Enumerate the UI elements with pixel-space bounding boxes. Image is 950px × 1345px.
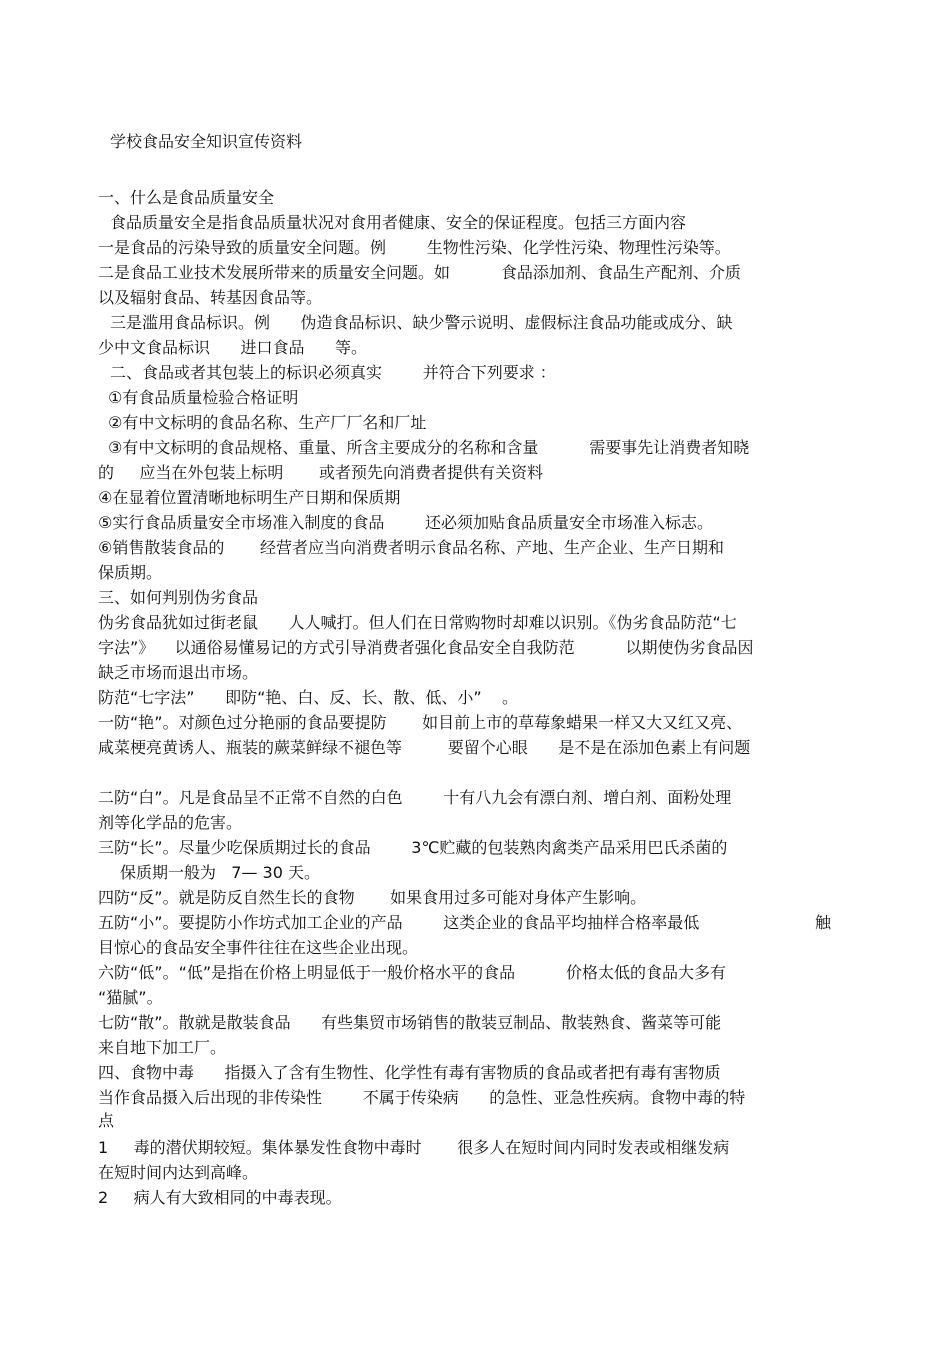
- paragraph-line: 三是滥用食品标识。例 伪造食品标识、缺少警示说明、虚假标注食品功能或成分、缺: [110, 313, 733, 332]
- paragraph-line: “猫腻”。: [98, 988, 163, 1007]
- paragraph-line: 三防“长”。尽量少吃保质期过长的食品 3℃贮藏的包装熟肉禽类产品采用巴氏杀菌的: [98, 838, 728, 857]
- paragraph-line: 字法”》 以通俗易懂易记的方式引导消费者强化食品安全自我防范 以期使伪劣食品因: [98, 638, 754, 657]
- list-item: ②有中文标明的食品名称、生产厂厂名和厂址: [108, 413, 427, 432]
- paragraph-line: 食品质量安全是指食品质量状况对食用者健康、安全的保证程度。包括三方面内容: [110, 213, 687, 232]
- list-item: 2 病人有大致相同的中毒表现。: [98, 1188, 342, 1207]
- paragraph-line: 剂等化学品的危害。: [98, 813, 243, 832]
- paragraph-line: 伪劣食品犹如过街老鼠 人人喊打。但人们在日常购物时却难以识别。《伪劣食品防范“七: [98, 613, 737, 632]
- paragraph-line: 四防“反”。就是防反自然生长的食物 如果食用过多可能对身体产生影响。: [98, 888, 647, 907]
- paragraph-line: 保质期。: [98, 563, 163, 582]
- paragraph-line: 点: [98, 1111, 115, 1130]
- section-heading-3: 三、如何判别伪劣食品: [98, 588, 259, 607]
- list-item: ①有食品质量检验合格证明: [108, 388, 299, 407]
- paragraph-line: 缺乏市场而退出市场。: [98, 663, 259, 682]
- paragraph-line: 咸菜梗亮黄诱人、瓶装的蕨菜鲜绿不褪色等 要留个心眼 是不是在添加色素上有问题: [98, 738, 751, 757]
- section-heading-4: 四、食物中毒 指摄入了含有生物性、化学性有毒有害物质的食品或者把有毒有害物质: [98, 1063, 721, 1082]
- list-item: ③有中文标明的食品规格、重量、所含主要成分的名称和含量 需要事先让消费者知晓: [108, 438, 750, 457]
- section-heading-1: 一、什么是食品质量安全: [98, 188, 275, 207]
- paragraph-line: 七防“散”。散就是散装食品 有些集贸市场销售的散装豆制品、散装熟食、酱菜等可能: [98, 1013, 722, 1032]
- paragraph-line: 二是食品工业技术发展所带来的质量安全问题。如 食品添加剂、食品生产配剂、介质: [98, 263, 741, 282]
- paragraph-line: 保质期一般为 7— 30 天。: [120, 863, 320, 882]
- list-item: ④在显着位置清晰地标明生产日期和保质期: [98, 488, 401, 507]
- paragraph-line: 防范“七字法” 即防“艳、白、反、长、散、低、小” 。: [98, 688, 519, 707]
- paragraph-line-tail: 触: [815, 913, 832, 932]
- paragraph-line: 以及辐射食品、转基因食品等。: [98, 288, 323, 307]
- paragraph-line: 二防“白”。凡是食品呈不正常不自然的白色 十有八九会有漂白剂、增白剂、面粉处理: [98, 788, 732, 807]
- list-item: ⑥销售散装食品的 经营者应当向消费者明示食品名称、产地、生产企业、生产日期和: [98, 538, 724, 557]
- document-title: 学校食品安全知识宣传资料: [110, 132, 303, 151]
- paragraph-line: 少中文食品标识 进口食品 等。: [98, 338, 368, 357]
- section-heading-2: 二、食品或者其包装上的标识必须真实 并符合下列要求 ：: [110, 363, 556, 382]
- paragraph-line: 来自地下加工厂。: [98, 1038, 227, 1057]
- paragraph-line: 在短时间内达到高峰。: [98, 1163, 259, 1182]
- paragraph-line: 当作食品摄入后出现的非传染性 不属于传染病 的急性、亚急性疾病。食物中毒的特: [98, 1088, 746, 1107]
- paragraph-line: 的 应当在外包装上标明 或者预先向消费者提供有关资料: [98, 463, 544, 482]
- list-item: 1 毒的潜伏期较短。集体暴发性食物中毒时 很多人在短时间内同时发表或相继发病: [98, 1138, 730, 1157]
- paragraph-line: 六防“低”。“低”是指在价格上明显低于一般价格水平的食品 价格太低的食品大多有: [98, 963, 727, 982]
- list-item: ⑤实行食品质量安全市场准入制度的食品 还必须加贴食品质量安全市场准入标志。: [98, 513, 714, 532]
- paragraph-line: 目惊心的食品安全事件往往在这些企业出现。: [98, 938, 419, 957]
- paragraph-line: 一是食品的污染导致的质量安全问题。例 生物性污染、化学性污染、物理性污染等。: [98, 238, 731, 257]
- paragraph-line: 五防“小”。要提防小作坊式加工企业的产品 这类企业的食品平均抽样合格率最低: [98, 913, 700, 932]
- paragraph-line: 一防“艳”。对颜色过分艳丽的食品要提防 如目前上市的草莓象蜡果一样又大又红又亮、: [98, 713, 743, 732]
